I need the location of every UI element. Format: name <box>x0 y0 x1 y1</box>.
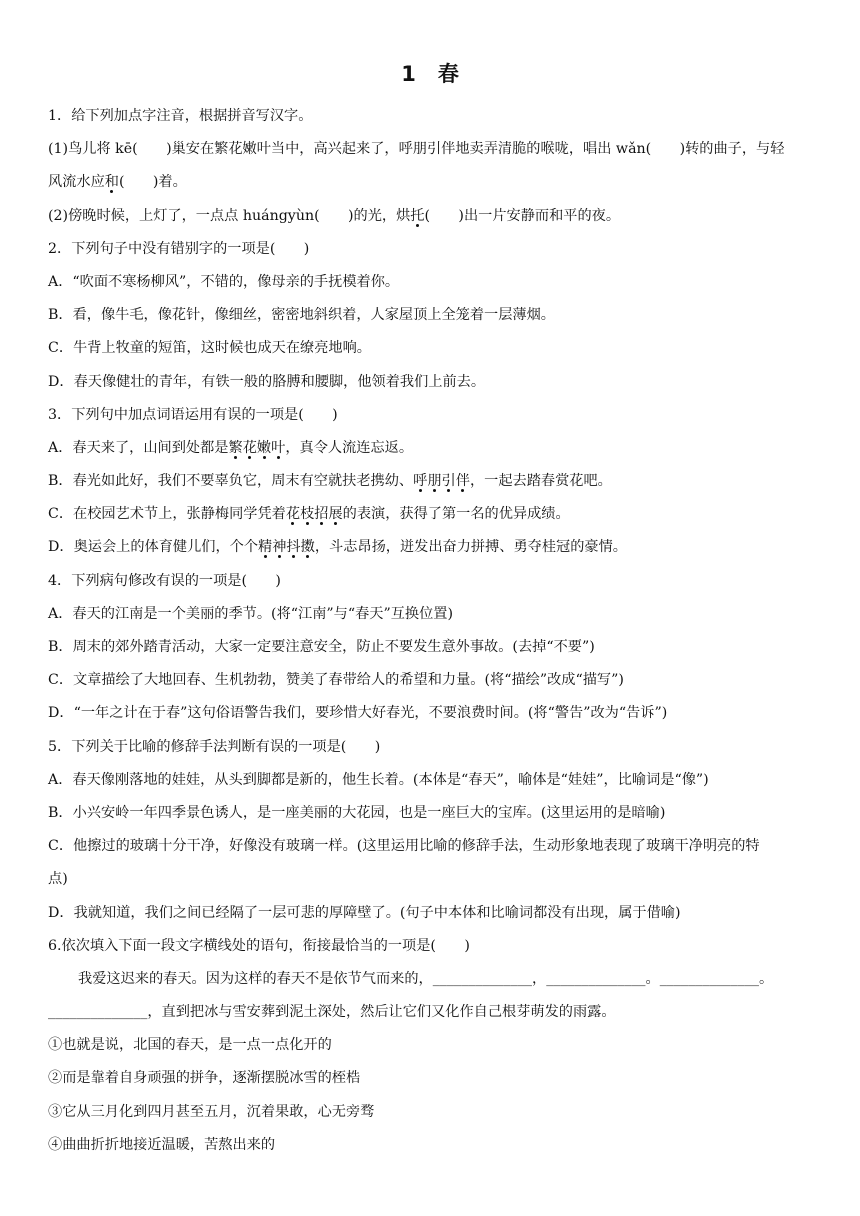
q5-option-b: B．小兴安岭一年四季景色诱人，是一座美丽的大花园，也是一座巨大的宝库。(这里运用的是暗喻) <box>48 804 666 821</box>
dotted-char: 托 <box>410 207 425 224</box>
q3-option-c: C．在校园艺术节上，张静梅同学凭着花枝招展的表演，获得了第一名的优异成绩。 <box>48 506 570 523</box>
q2-option-a: A．“吹面不寒杨柳风”，不错的，像母亲的手抚模着你。 <box>48 273 400 290</box>
q4-stem: 4．下列病句修改有误的一项是( ) <box>48 572 281 589</box>
q1-part1-line1: (1)鸟儿将 kē( )巢安在繁花嫩叶当中，高兴起来了，呼朋引伴地卖弄清脆的喉咙，唱出 wǎn( )转的曲子，与轻 <box>48 141 785 158</box>
question-list <box>48 100 812 1162</box>
q3-option-b: B．春光如此好，我们不要辜负它，周末有空就扶老携幼、呼朋引伴，一起去踏春赏花吧。 <box>48 473 612 490</box>
q6-sentence-4: ④曲曲折折地接近温暖，苦熬出来的 <box>48 1136 276 1153</box>
q5-option-c-line2: 点) <box>48 871 68 888</box>
q3-stem: 3．下列句中加点词语运用有误的一项是( ) <box>48 406 338 423</box>
q6-sentence-2: ②而是靠着自身顽强的拼争，逐渐摆脱冰雪的桎梏 <box>48 1070 361 1087</box>
q3-option-a: A．春天来了，山间到处都是繁花嫩叶，真令人流连忘返。 <box>48 439 414 456</box>
q2-option-c: C．牛背上牧童的短笛，这时候也成天在缭亮地响。 <box>48 340 371 357</box>
q6-stem: 6.依次填入下面一段文字横线处的语句，衔接最恰当的一项是( ) <box>48 937 470 954</box>
q2-option-d: D．春天像健壮的青年，有铁一般的胳膊和腰脚，他领着我们上前去。 <box>48 373 486 390</box>
q4-option-a: A．春天的江南是一个美丽的季节。(将“江南”与“春天”互换位置) <box>48 605 454 622</box>
q2-option-b: B．看，像牛毛，像花针，像细丝，密密地斜织着，人家屋顶上全笼着一层薄烟。 <box>48 307 555 324</box>
q1-part2: (2)傍晚时候，上灯了，一点点 huángyùn( )的光，烘托( )出一片安静而和平的夜。 <box>48 207 621 224</box>
q5-option-c-line1: C．他擦过的玻璃十分干净，好像没有玻璃一样。(这里运用比喻的修辞手法，生动形象地表现了玻璃干净明亮的特 <box>48 838 760 855</box>
dotted-phrase: 花枝招展 <box>285 506 343 523</box>
dotted-phrase: 精神抖擞 <box>258 539 315 556</box>
dotted-phrase: 繁花嫩叶 <box>228 439 286 456</box>
q4-option-b: B．周末的郊外踏青活动，大家一定要注意安全，防止不要发生意外事故。(去掉“不要”) <box>48 639 595 655</box>
q5-option-a: A．春天像刚落地的娃娃，从头到脚都是新的，他生长着。(本体是“春天”，喻体是“娃娃”，比喻词是“像”) <box>48 771 709 788</box>
q6-passage-line1: 我爱这迟来的春天。因为这样的春天不是依节气而来的，______________，______________。______________。 <box>78 970 774 987</box>
q4-option-d: D．“一年之计在于春”这句俗语警告我们，要珍惜大好春光，不要浪费时间。(将“警告”改为“告诉”) <box>48 705 668 722</box>
q6-sentence-3: ③它从三月化到四月甚至五月，沉着果敢，心无旁骛 <box>48 1103 375 1120</box>
q4-option-c: C．文章描绘了大地回春、生机勃勃，赞美了春带给人的希望和力量。(将“描绘”改成“描写”) <box>48 672 624 689</box>
dotted-phrase: 呼朋引伴 <box>413 473 470 490</box>
dotted-char: 和 <box>104 174 119 191</box>
lesson-number: 1 <box>401 62 416 86</box>
q6-passage-line2: ______________，直到把冰与雪安葬到泥土深处，然后让它们又化作自己根芽萌发的雨露。 <box>48 1004 616 1021</box>
lesson-title: 春 <box>437 62 459 86</box>
q2-stem: 2．下列句子中没有错别字的一项是( ) <box>48 240 310 257</box>
q6-sentence-1: ①也就是说，北国的春天，是一点一点化开的 <box>48 1037 332 1054</box>
q1-stem: 1．给下列加点字注音，根据拼音写汉字。 <box>48 108 313 124</box>
page-title <box>0 58 860 88</box>
q1-part1-line2: 风流水应和( )着。 <box>48 174 187 191</box>
q3-option-d: D．奥运会上的体育健儿们，个个精神抖擞，斗志昂扬，迸发出奋力拼搏、勇夺桂冠的豪情。 <box>48 539 627 556</box>
q5-stem: 5．下列关于比喻的修辞手法判断有误的一项是( ) <box>48 738 381 755</box>
q5-option-d: D．我就知道，我们之间已经隔了一层可悲的厚障壁了。(句子中本体和比喻词都没有出现，属于借喻) <box>48 904 681 921</box>
